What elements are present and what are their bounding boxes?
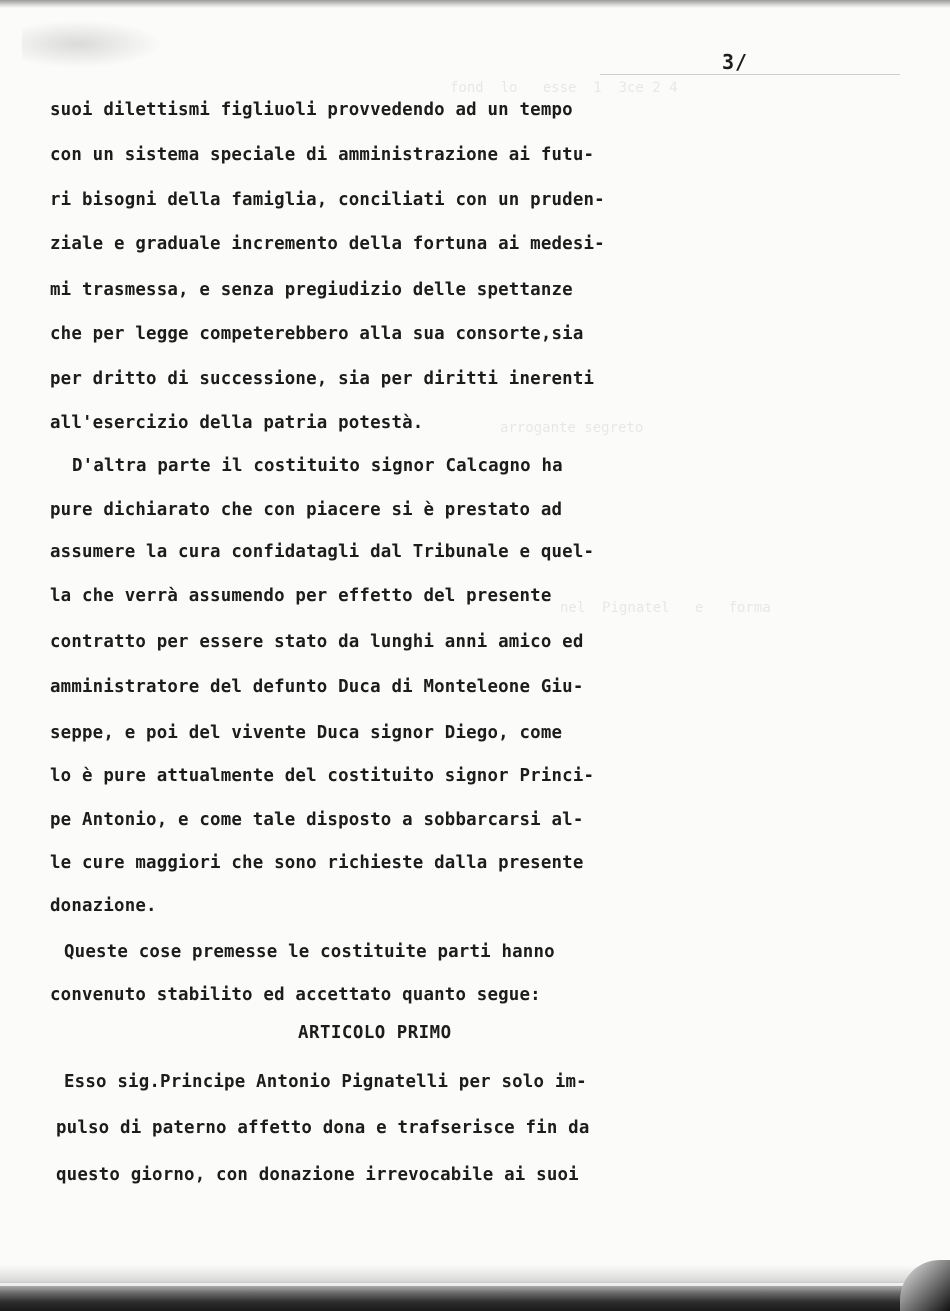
bleed-through-text: fond lo esse 1 3ce 2 4 <box>450 80 678 96</box>
scan-bottom-edge <box>0 1265 950 1311</box>
text-line: convenuto stabilito ed accettato quanto segue: <box>50 985 541 1005</box>
text-line: Queste cose premesse le costituite parti hanno <box>64 942 555 962</box>
scan-streak <box>0 1283 930 1286</box>
text-line: le cure maggiori che sono richieste dalla presente <box>50 853 584 873</box>
text-line: lo è pure attualmente del costituito signor Princi- <box>50 766 595 786</box>
text-line: pe Antonio, e come tale disposto a sobbarcarsi al- <box>50 810 584 830</box>
header-rule <box>600 74 900 75</box>
text-line: ri bisogni della famiglia, conciliati con un pruden- <box>50 190 605 210</box>
bleed-through-text: arrogante segreto <box>500 420 644 436</box>
text-line: con un sistema speciale di amministrazione ai futu- <box>50 145 595 165</box>
text-line: la che verrà assumendo per effetto del presente <box>50 586 552 606</box>
article-heading: ARTICOLO PRIMO <box>298 1023 452 1043</box>
bleed-through-text: nel Pignatel e forma <box>560 600 771 616</box>
page-number: 3/ <box>722 50 749 74</box>
scan-top-edge <box>0 0 950 8</box>
text-line: questo giorno, con donazione irrevocabile ai suoi <box>56 1165 579 1185</box>
text-line: amministratore del defunto Duca di Monteleone Giu- <box>50 677 584 697</box>
text-line: D'altra parte il costituito signor Calcagno ha <box>72 456 563 476</box>
text-line: all'esercizio della patria potestà. <box>50 413 424 433</box>
text-line: Esso sig.Principe Antonio Pignatelli per solo im- <box>64 1072 587 1092</box>
text-line: donazione. <box>50 896 157 916</box>
text-line: per dritto di successione, sia per diritti inerenti <box>50 369 595 389</box>
text-line: mi trasmessa, e senza pregiudizio delle spettanze <box>50 280 573 300</box>
text-line: che per legge competerebbero alla sua consorte,sia <box>50 324 584 344</box>
text-line: pulso di paterno affetto dona e trafserisce fin da <box>56 1118 590 1138</box>
text-line: pure dichiarato che con piacere si è prestato ad <box>50 500 563 520</box>
text-line: assumere la cura confidatagli dal Tribunale e quel- <box>50 542 595 562</box>
scan-smudge <box>22 20 162 68</box>
text-line: seppe, e poi del vivente Duca signor Diego, come <box>50 723 563 743</box>
text-line: suoi dilettismi figliuoli provvedendo ad un tempo <box>50 100 573 120</box>
text-line: ziale e graduale incremento della fortuna ai medesi- <box>50 234 605 254</box>
text-line: contratto per essere stato da lunghi anni amico ed <box>50 632 584 652</box>
